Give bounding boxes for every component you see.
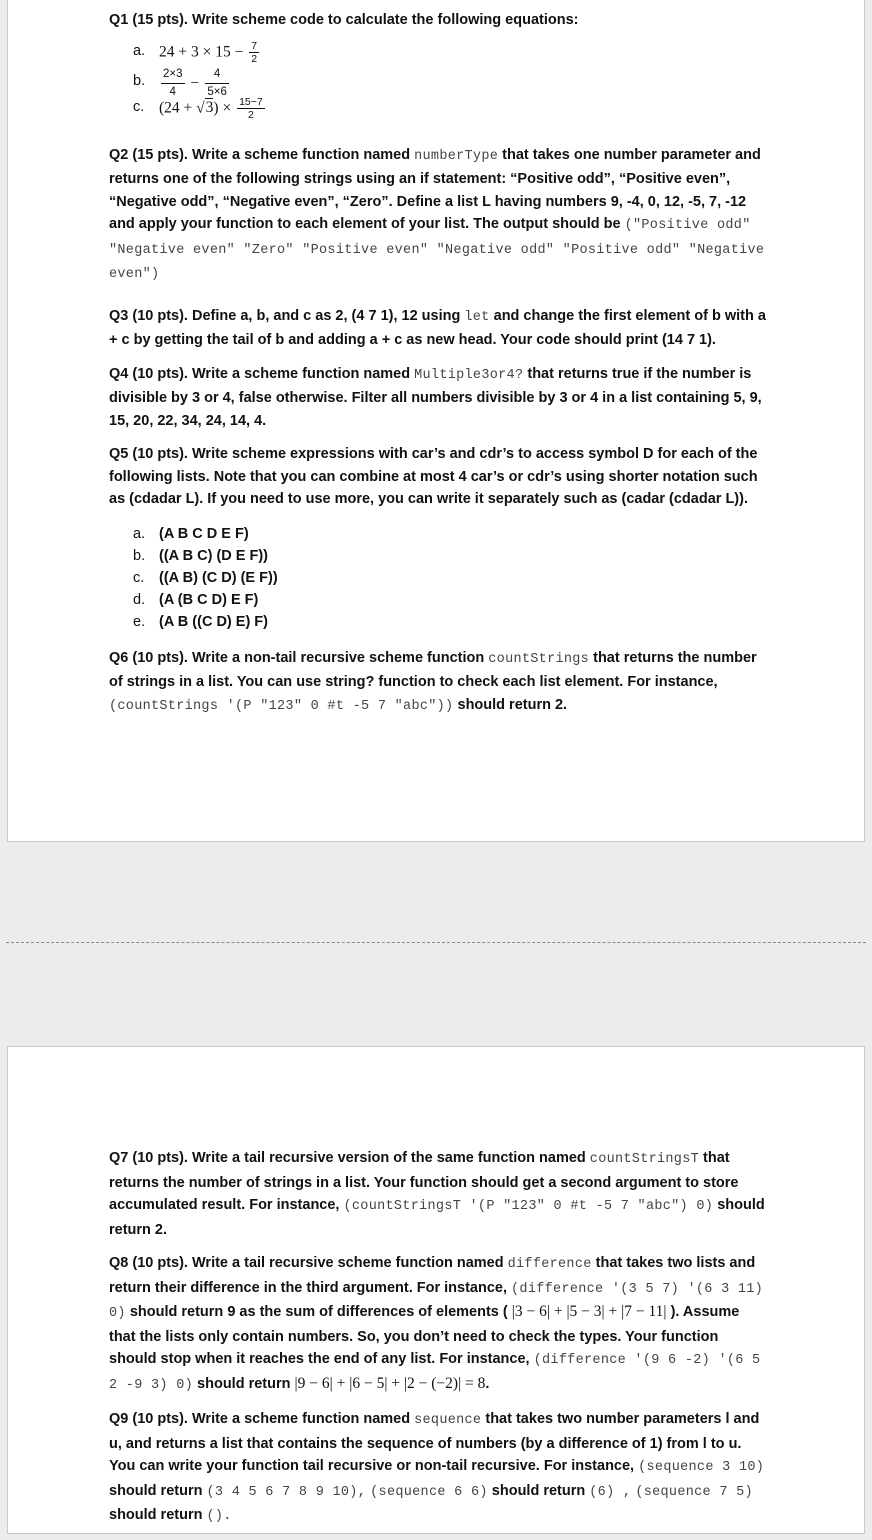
list-value: (A B C D E F) (159, 525, 249, 542)
q7-code-example: (countStringsT '(P "123" 0 #t -5 7 "abc") 0) (343, 1199, 714, 1214)
q8-text-4: ). Assume that the lists only contain numbers. So, you don’t need to check the types. Your function should stop when it reaches the end of any list. For instance, (109, 1304, 740, 1367)
q1b-operator: − (190, 73, 200, 91)
page-1 (7, 0, 865, 842)
q1a-fraction (249, 40, 259, 65)
fraction-denominator: 4 (169, 85, 176, 98)
q5-list-b (109, 545, 769, 567)
q8-code-example-1: (difference '(3 5 7) '(6 3 11) 0) (109, 1281, 764, 1321)
question-8 (109, 1252, 769, 1397)
q1-text: Write scheme code to calculate the following equations: (192, 12, 579, 28)
fraction-numerator: 2×3 (161, 66, 185, 84)
q9-code-example-1: (sequence 3 10) (638, 1460, 765, 1475)
q4-code-function-name: Multiple3or4? (414, 367, 524, 383)
q5-text: Write scheme expressions with car’s and cdr’s to access symbol D for each of the following lists. Note that you can combine at most 4 car’s or cdr’s using shorter notation such as (cdadar L). If you need to use more, you can write it separately such as (cadar (cdadar L)). (109, 446, 758, 507)
q7-code-function-name: countStringsT (589, 1152, 700, 1167)
q1a-expression: 24 + 3 × 15 − (159, 42, 248, 60)
question-7 (109, 1147, 769, 1241)
q8-code-example-2: (difference '(9 6 -2) '(6 5 2 -9 3) 0) (109, 1353, 761, 1393)
q6-text-1: Write a non-tail recursive scheme function (192, 649, 485, 666)
page-2 (7, 1046, 865, 1534)
q5-heading: Q5 (10 pts). (109, 446, 188, 462)
q1c-radicand: 3 (205, 98, 214, 116)
q8-text-3: should return 9 as the sum of differences of elements ( (129, 1304, 508, 1320)
fraction-numerator: 4 (205, 66, 229, 84)
q9-code-function-name: sequence (414, 1413, 482, 1428)
q9-text-2: that takes two number parameters l and u, and returns a list that contains the sequence of numbers (by a difference of 1) from l to u. You can write your function tail recursive or non-tail recursive. For instance, (109, 1411, 760, 1474)
q7-text-3: should return 2. (109, 1197, 765, 1238)
question-3 (109, 305, 769, 352)
q3-heading: Q3 (10 pts). (109, 307, 188, 324)
q1-equation-b (109, 66, 769, 96)
q3-text-2: and change the first element of b with a + c by getting the tail of b and adding a + c as new head. Your code should print (14 7 1). (109, 307, 766, 348)
question-4 (109, 363, 769, 433)
q9-code-result-3: (). (206, 1509, 232, 1524)
q9-text-4: should return (491, 1482, 586, 1499)
q9-heading: Q9 (10 pts). (109, 1411, 188, 1427)
list-label: c. (133, 98, 145, 115)
q1c-postfix: ) × (213, 98, 236, 116)
list-value: (A (B C D) E F) (159, 591, 259, 608)
q4-text-1: Write a scheme function named (192, 365, 411, 382)
q9-text-5: should return (109, 1507, 203, 1523)
q7-heading: Q7 (10 pts). (109, 1150, 188, 1166)
q8-text-1: Write a tail recursive scheme function named (192, 1255, 504, 1271)
q5-list-e (109, 611, 769, 633)
q8-code-function-name: difference (507, 1257, 592, 1272)
q9-text-3: should return (109, 1482, 203, 1499)
q8-text-2: that takes two lists and return their difference in the third argument. For instance, (109, 1255, 756, 1296)
q7-text-1: Write a tail recursive version of the same function named (192, 1150, 586, 1166)
fraction-numerator: 15−7 (239, 95, 263, 108)
q7-text-2: that returns the number of strings in a list. Your function should get a second argument to store accumulated result. For instance, (109, 1150, 739, 1213)
q9-code-result-2: (6) , (589, 1484, 632, 1500)
q8-heading: Q8 (10 pts). (109, 1255, 188, 1271)
list-label: a. (133, 42, 146, 59)
q6-code-example: (countStrings '(P "123" 0 #t -5 7 "abc")) (109, 698, 454, 714)
question-6 (109, 647, 769, 719)
list-label: e. (133, 613, 146, 630)
fraction-denominator: 5×6 (207, 85, 227, 98)
page-separator (6, 942, 866, 943)
q1-equations (109, 39, 769, 121)
q1c-fraction (237, 96, 265, 121)
page-2-content (109, 1147, 769, 1540)
q1-equation-c (109, 95, 769, 121)
q2-code-output: ("Positive odd" "Negative even" "Zero" "Positive even" "Negative odd" "Positive odd" "Negative even") (109, 218, 765, 282)
q4-heading: Q4 (10 pts). (109, 365, 188, 382)
q2-text-2: that takes one number parameter and returns one of the following strings using an if statement: “Positive odd”, “Positive even”, “Negative odd”, “Negative even”, “Zero”. Define a list L having numbers 9, -4, 0, 12, -5, 7, -12 and apply your function to each element of your list. The output should be (109, 146, 761, 232)
question-9 (109, 1408, 769, 1529)
q5-lists (109, 523, 769, 633)
q2-heading: Q2 (15 pts). (109, 146, 188, 163)
list-label: a. (133, 525, 146, 542)
q2-text-1: Write a scheme function named (192, 146, 411, 163)
question-5 (109, 443, 769, 633)
q1-heading: Q1 (15 pts). (109, 12, 188, 28)
list-label: d. (133, 591, 146, 608)
q8-math-2: |9 − 6| + |6 − 5| + |2 − (−2)| = 8 (294, 1374, 486, 1392)
q8-math-1: |3 − 6| + |5 − 3| + |7 − 11| (511, 1303, 667, 1320)
fraction-denominator: 2 (247, 108, 254, 121)
q3-text-1: Define a, b, and c as 2, (4 7 1), 12 using (192, 307, 461, 324)
question-1 (109, 9, 769, 121)
q5-list-a (109, 523, 769, 545)
q2-code-function-name: numberType (414, 148, 499, 164)
page-1-content (109, 9, 769, 729)
q5-list-c (109, 567, 769, 589)
q4-text-2: that returns true if the number is divisible by 3 or 4, false otherwise. Filter all numbers divisible by 3 or 4 in a list containing 5, 9, 15, 20, 22, 34, 24, 14, 4. (109, 365, 762, 429)
list-value: (A B ((C D) E) F) (159, 613, 268, 630)
fraction-denominator: 2 (251, 52, 258, 65)
q1c-prefix: (24 + √ (159, 98, 205, 116)
q5-list-d (109, 589, 769, 611)
list-value: ((A B C) (D E F)) (159, 547, 268, 564)
q1-equation-a (109, 39, 769, 65)
q8-text-5: should return (197, 1375, 291, 1392)
q6-text-2: that returns the number of strings in a list. You can use string? function to check each list element. For instance, (109, 649, 757, 690)
q6-text-3: should return 2. (457, 696, 568, 713)
q6-code-function-name: countStrings (488, 651, 590, 667)
list-label: b. (133, 547, 146, 564)
q8-text-6: . (485, 1375, 490, 1392)
q6-heading: Q6 (10 pts). (109, 649, 188, 666)
question-2 (109, 144, 769, 287)
q3-code-let: let (464, 309, 490, 325)
list-label: b. (133, 72, 146, 89)
q9-code-result-1: (3 4 5 6 7 8 9 10), (206, 1484, 367, 1500)
fraction-numerator: 7 (251, 39, 258, 52)
list-label: c. (133, 569, 145, 586)
q9-text-1: Write a scheme function named (192, 1411, 411, 1427)
q9-code-example-2: (sequence 6 6) (370, 1484, 488, 1500)
q9-code-example-3: (sequence 7 5) (635, 1484, 753, 1500)
list-value: ((A B) (C D) (E F)) (159, 569, 278, 586)
